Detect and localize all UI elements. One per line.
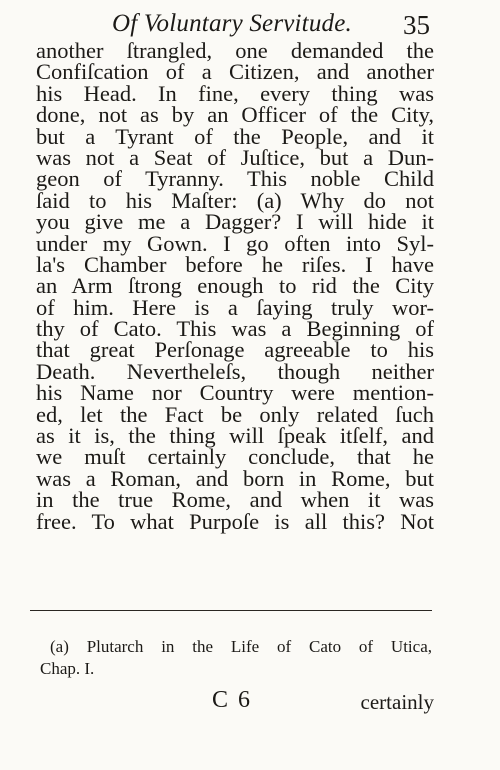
signature-mark: C 6 [212, 687, 253, 713]
text-line: done, not as by an Officer of the City, [36, 102, 434, 128]
footnote-line: (a) Plutarch in the Life of Cato of Utica, [50, 637, 432, 656]
text-line: but a Tyrant of the People, and it [36, 123, 434, 149]
text-line: was not a Seat of Juſtice, but a Dun- [36, 144, 434, 170]
text-line: ſaid to his Maſter: (a) Why do not [36, 187, 434, 213]
text-line: thy of Cato. This was a Beginning of [36, 316, 434, 342]
body-text [36, 40, 434, 532]
text-line: in the true Rome, and when it was [36, 487, 434, 513]
text-line: we muſt certainly conclude, that he [36, 444, 434, 470]
text-line: of him. Here is a ſaying truly wor- [36, 294, 434, 320]
footnote-line: Chap. I. [40, 659, 95, 678]
text-line: under my Gown. I go often into Syl- [36, 230, 434, 256]
page-number: 35 [403, 10, 430, 40]
text-line: ed, let the Fact be only related ſuch [36, 401, 434, 427]
text-line: his Head. In fine, every thing was [36, 80, 434, 106]
text-line: you give me a Dagger? I will hide it [36, 209, 434, 235]
footnote-rule [30, 610, 432, 611]
text-line: geon of Tyranny. This noble Child [36, 166, 434, 192]
text-line: Confiſcation of a Citizen, and another [36, 59, 434, 85]
text-line: la's Chamber before he riſes. I have [36, 251, 434, 277]
text-line: another ſtrangled, one demanded the [36, 38, 434, 63]
text-line: that great Perſonage agreeable to his [36, 337, 434, 363]
footnote [40, 636, 432, 680]
catchword: certainly [360, 690, 434, 714]
running-title: Of Voluntary Servitude. [112, 10, 352, 37]
text-line: free. To what Purpoſe is all this? Not [36, 508, 434, 534]
text-line: his Name nor Country were mention- [36, 380, 434, 406]
text-line: an Arm ſtrong enough to rid the City [36, 273, 434, 299]
text-line: Death. Nevertheleſs, though neither [36, 358, 434, 384]
text-line: as it is, the thing will ſpeak itſelf, and [36, 423, 434, 449]
text-line: was a Roman, and born in Rome, but [36, 465, 434, 491]
